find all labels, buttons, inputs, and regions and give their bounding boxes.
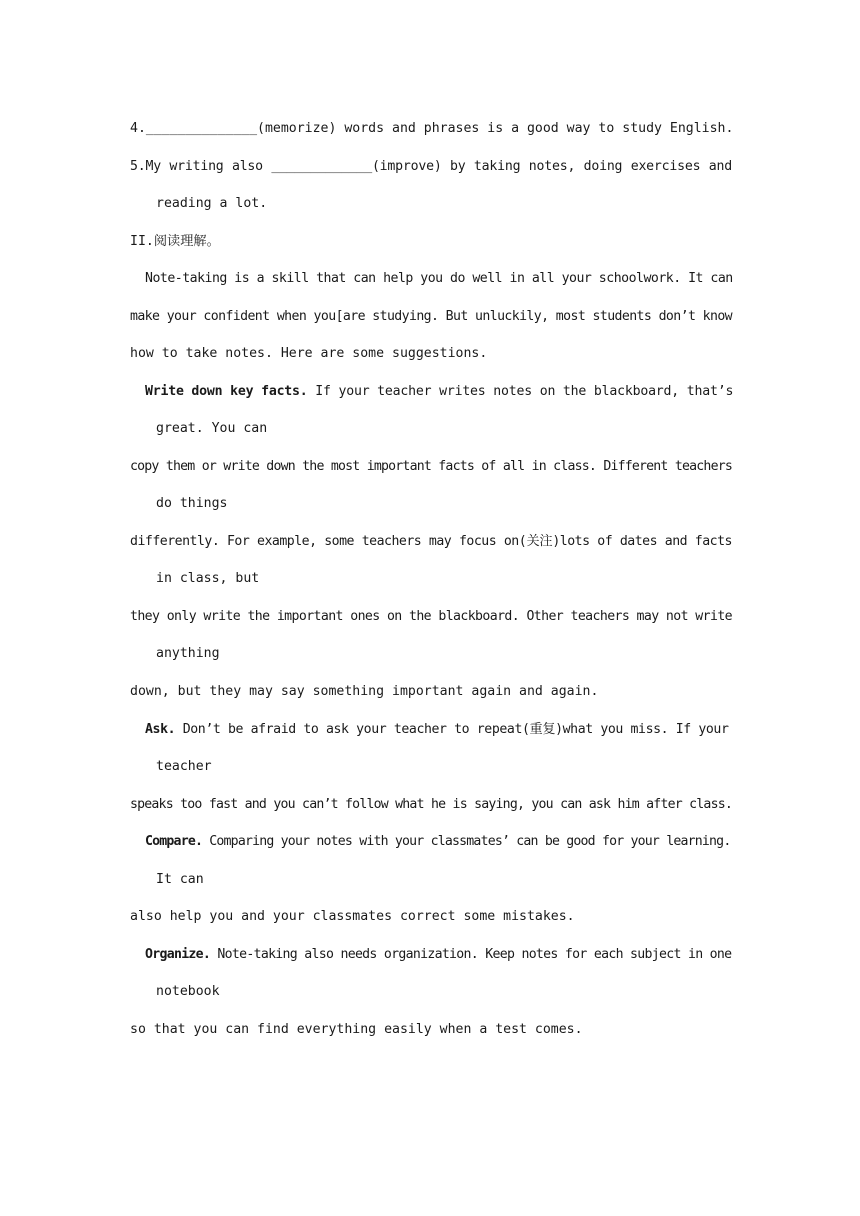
paragraph-label: Ask. [145, 722, 176, 737]
passage-intro-line-1: Note-taking is a skill that can help you do well in all your schoolwork. It can [145, 271, 733, 286]
paragraph-key-facts-line-3: copy them or write down the most important facts of all in class. Different teachers [130, 459, 732, 474]
paragraph-key-facts-line-2: great. You can [156, 421, 268, 436]
paragraph-label: Organize. [145, 947, 211, 962]
paragraph-ask-line-2: teacher [156, 759, 212, 774]
paragraph-organize-line-3: so that you can find everything easily when a test comes. [130, 1022, 583, 1037]
exercise-item-4: 4.______________(memorize) words and phrases is a good way to study English. [130, 121, 734, 136]
passage-intro-line-2: make your confident when you[are studying. But unluckily, most students don’t know [130, 309, 732, 324]
exercise-item-5-continued: reading a lot. [156, 196, 268, 211]
exercise-item-5: 5.My writing also _____________(improve) by taking notes, doing exercises and [130, 159, 732, 174]
paragraph-key-facts-line-7: they only write the important ones on the blackboard. Other teachers may not write [130, 609, 732, 624]
paragraph-key-facts-line-1: Write down key facts. If your teacher writes notes on the blackboard, that’s [145, 384, 734, 399]
paragraph-compare-line-2: It can [156, 872, 204, 887]
paragraph-ask-line-1: Ask. Don’t be afraid to ask your teacher to repeat(重复)what you miss. If your [145, 722, 729, 737]
paragraph-compare-line-1: Compare. Comparing your notes with your classmates’ can be good for your learning. [145, 834, 731, 849]
paragraph-label: Compare. [145, 834, 203, 849]
section-heading-reading: II.阅读理解。 [130, 234, 220, 249]
paragraph-key-facts-line-6: in class, but [156, 571, 260, 586]
paragraph-compare-line-3: also help you and your classmates correct some mistakes. [130, 909, 575, 924]
paragraph-organize-line-2: notebook [156, 984, 220, 999]
passage-intro-line-3: how to take notes. Here are some suggestions. [130, 346, 488, 361]
paragraph-key-facts-line-8: anything [156, 646, 220, 661]
paragraph-ask-line-3: speaks too fast and you can’t follow what he is saying, you can ask him after class. [130, 797, 732, 812]
paragraph-key-facts-line-4: do things [156, 496, 228, 511]
paragraph-key-facts-line-9: down, but they may say something important again and again. [130, 684, 599, 699]
paragraph-label: Write down key facts. [145, 384, 308, 399]
paragraph-key-facts-line-5: differently. For example, some teachers may focus on(关注)lots of dates and facts [130, 534, 732, 549]
paragraph-organize-line-1: Organize. Note-taking also needs organization. Keep notes for each subject in one [145, 947, 732, 962]
